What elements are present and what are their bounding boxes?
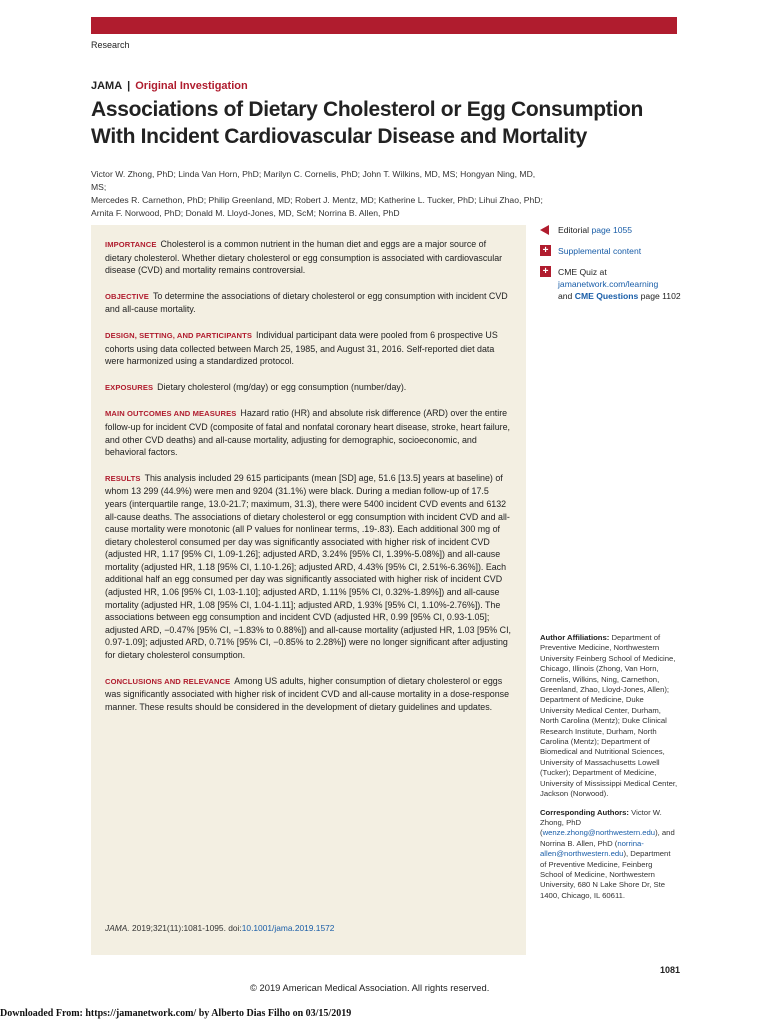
abstract-text: This analysis included 29 615 participants (mean [SD] age, 51.6 [13.5] years at baseline) of whom 13 299 (44.9%) were men and 9204 (31.1%) were black. During a median follow-up of 17.5 years (interquartile range, 13.0-21.7; maximum, 31.3), there were 5400 incident CVD events and 6132 all-cause deaths. The associations of dietary cholesterol or egg consumption with incident CVD and all-cause mortality were monotonic (all P values for nonlinear terms, .19-.83). Each additional 300 mg of dietary cholesterol consumed per day was significantly associated with higher risk of incident CVD (adjusted HR, 1.17 [95% CI, 1.09-1.26]; adjusted ARD, 3.24% [95% CI, 1.39%-5.08%]) and all-cause mortality (adjusted HR, 1.18 [95% CI, 1.10-1.26]; adjusted ARD, 4.43% [95% CI, 2.51%-6.36%]). Each additional half an egg consumed per day was significantly associated with higher risk of incident CVD (adjusted HR, 1.06 [95% CI, 1.03-1.10]; adjusted ARD, 1.11% [95% CI, 0.32%-1.89%]) and all-cause mortality (adjusted HR, 1.08 [95% CI, 1.04-1.11]; adjusted ARD, 1.93% [95% CI, 1.10%-2.76%]). The associations between egg consumption and incident CVD (adjusted HR, 0.99 [95% CI, 0.93-1.05]; adjusted ARD, −0.47% [95% CI, −1.83% to 0.88%]) and all-cause mortality (adjusted HR, 1.03 [95% CI, 0.97-1.09]; adjusted ARD, 0.71% [95% CI, −0.85% to 2.28%]) were no longer significant after adjusting for dietary cholesterol consumption.: [105, 472, 512, 661]
abstract-results: [105, 472, 512, 662]
abstract-objective: [105, 290, 512, 316]
page-number: 1081: [660, 965, 681, 975]
section-label: Research: [91, 40, 130, 50]
corresponding-text: ), and Norrina B. Allen, PhD (: [540, 828, 675, 848]
affiliations-heading: Author Affiliations:: [540, 633, 610, 642]
cme-and: and: [558, 291, 573, 301]
plus-icon: +: [540, 266, 551, 277]
cme-questions-link[interactable]: CME Questions: [574, 291, 639, 301]
email-link[interactable]: norrina-allen@northwestern.edu: [540, 838, 644, 859]
copyright-notice: © 2019 American Medical Association. All rights reserved.: [250, 982, 490, 993]
editorial-page-link[interactable]: page 1055: [591, 225, 633, 235]
cme-url-link[interactable]: jamanetwork.com/learning: [558, 279, 659, 289]
abstract-conclusions: [105, 675, 512, 714]
corresponding-text: Victor W. Zhong, PhD (: [540, 807, 662, 838]
abstract-text: To determine the associations of dietary cholesterol or egg consumption with incident CVD and all-cause mortality.: [105, 290, 508, 315]
abstract-text: Cholesterol is a common nutrient in the human diet and eggs are a major source of dietary cholesterol. Whether dietary cholesterol or egg consumption is associated with cardiovascular disease (CVD) and mortality remains controversial.: [105, 239, 503, 276]
author-line: Arnita F. Norwood, PhD; Donald M. Lloyd-Jones, MD, ScM; Norrina B. Allen, PhD: [91, 208, 400, 218]
abstract-box: [91, 225, 526, 955]
citation-journal: JAMA.: [105, 923, 130, 933]
abstract-heading: DESIGN, SETTING, AND PARTICIPANTS: [105, 330, 253, 340]
journal-line: [91, 80, 248, 92]
cme-quiz-label: CME Quiz at: [558, 267, 607, 277]
article-title: Associations of Dietary Cholesterol or Egg Consumption With Incident Cardiovascular Disease and Mortality: [91, 98, 644, 148]
abstract-design: [105, 329, 512, 368]
editorial-label: Editorial: [558, 225, 590, 235]
corresponding-text: ), Department of Preventive Medicine, Feinberg School of Medicine, Northwestern University, 680 N Lake Shore Dr, Ste 1400, Chicago, IL 60611.: [540, 849, 671, 900]
author-list: [91, 168, 551, 220]
abstract-importance: [105, 238, 512, 277]
abstract-outcomes: [105, 407, 512, 458]
affiliations-block: [540, 633, 678, 800]
abstract-heading: OBJECTIVE: [105, 291, 149, 301]
abstract-heading: MAIN OUTCOMES AND MEASURES: [105, 409, 237, 419]
journal-name: JAMA: [91, 80, 123, 92]
author-line: Mercedes R. Carnethon, PhD; Philip Greenland, MD; Robert J. Mentz, MD; Katherine L. Tucker, PhD; Lihui Zhao, PhD;: [91, 195, 543, 205]
abstract-heading: IMPORTANCE: [105, 240, 157, 249]
abstract-text: Dietary cholesterol (mg/day) or egg consumption (number/day).: [157, 381, 407, 392]
citation: [105, 923, 334, 933]
plus-icon: +: [540, 245, 551, 256]
affiliations-text: Department of Preventive Medicine, Northwestern University Feinberg School of Medicine, Chicago, Illinois (Zhong, Van Horn, Cornelis, Wilkins, Ning, Carnethon, Greenland, Zhao, Lloyd-Jones, Allen); Department of Medicine, Duke University Medical Center, Durham, North Carolina (Mentz); Duke Clinical Research Institute, Durham, North Carolina (Mentz); Department of Biomedical and Nutritional Sciences, University of Massachusetts Lowell (Tucker); Department of Medicine, University of Mississippi Medical Center, Jackson (Norwood).: [540, 633, 678, 799]
abstract-text: Individual participant data were pooled from 6 prospective US cohorts using data collected between March 25, 1985, and August 31, 2016. Self-reported diet data were harmonized using a standardized protocol.: [105, 329, 498, 367]
journal-header-bar: [91, 17, 677, 34]
author-line: Victor W. Zhong, PhD; Linda Van Horn, PhD; Marilyn C. Cornelis, PhD; John T. Wilkins, MD, MS; Hongyan Ning, MD, MS;: [91, 169, 536, 192]
abstract-heading: CONCLUSIONS AND RELEVANCE: [105, 676, 231, 686]
abstract-heading: EXPOSURES: [105, 382, 154, 392]
supplemental-link-item[interactable]: [540, 245, 690, 257]
editorial-link-item[interactable]: [540, 224, 690, 236]
doi-link[interactable]: 10.1001/jama.2019.1572: [241, 923, 335, 933]
download-notice: Downloaded From: https://jamanetwork.com/ by Alberto Dias Filho on 03/15/2019: [0, 1008, 352, 1019]
email-link[interactable]: wenze.zhong@northwestern.edu: [542, 828, 656, 838]
journal-separator: |: [127, 80, 131, 92]
abstract-text: Among US adults, higher consumption of dietary cholesterol or eggs was significantly associated with higher risk of incident CVD and all-cause mortality in a dose-response manner. These results should be considered in the development of dietary guidelines and updates.: [105, 675, 510, 712]
abstract-exposures: [105, 381, 512, 395]
abstract-text: Hazard ratio (HR) and absolute risk difference (ARD) over the entire follow-up for incident CVD (composite of fatal and nonfatal coronary heart disease, stroke, heart failure, and other CVD deaths) and all-cause mortality, adjusting for demographic, socioeconomic, and behavioral factors.: [105, 408, 511, 458]
cme-quiz-item: [540, 266, 690, 302]
supplemental-content-link[interactable]: Supplemental content: [558, 246, 642, 256]
corresponding-heading: Corresponding Authors:: [540, 807, 629, 817]
citation-ref: 2019;321(11):1081-1095. doi:: [129, 923, 242, 933]
corresponding-block: [540, 808, 678, 902]
related-content: [540, 224, 690, 311]
cme-page: page 1102: [640, 291, 681, 301]
abstract-heading: RESULTS: [105, 473, 141, 483]
author-affiliations: [540, 633, 678, 901]
editorial-arrow-icon: [540, 225, 549, 235]
article-type: Original Investigation: [135, 80, 248, 92]
